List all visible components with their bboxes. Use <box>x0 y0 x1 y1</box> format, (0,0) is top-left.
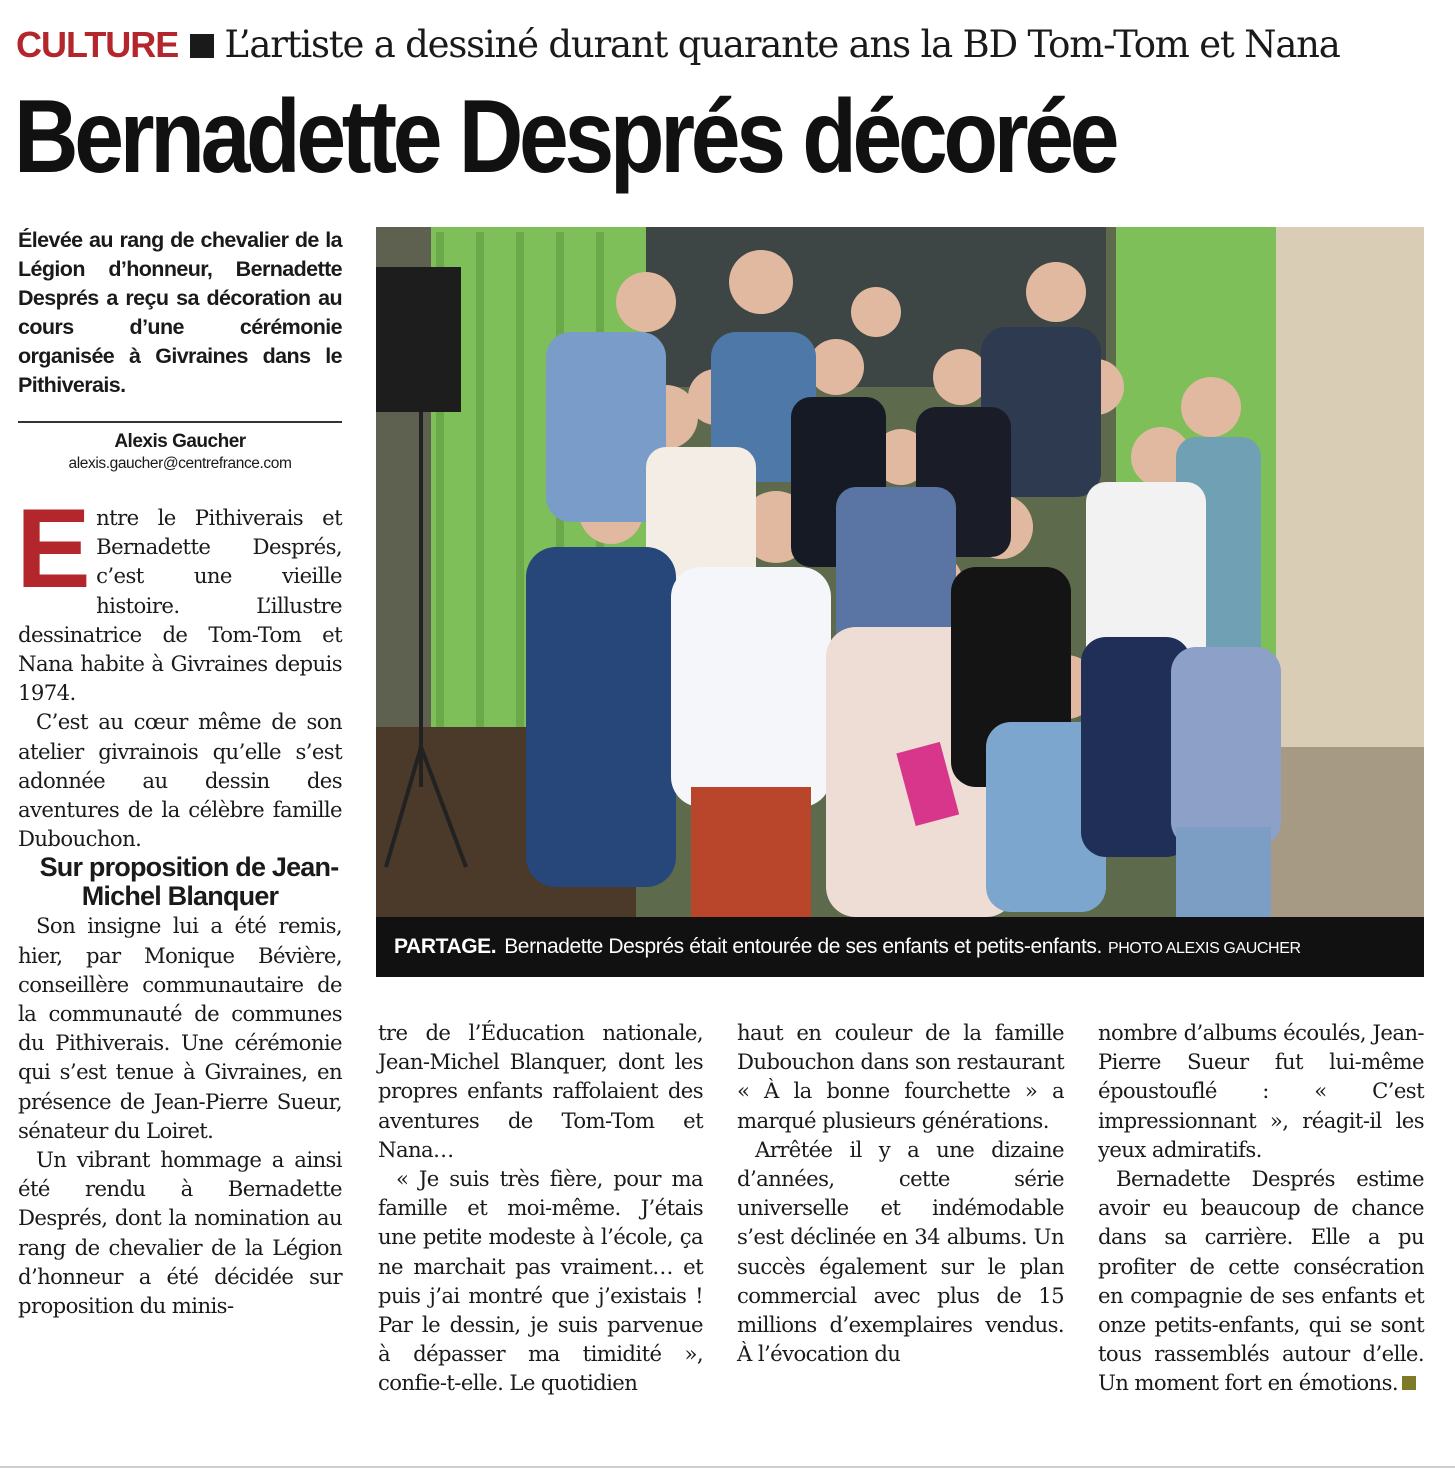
kicker-text: L’artiste a dessiné durant quarante ans la BD Tom-Tom et Nana <box>224 23 1340 66</box>
caption-text: Bernadette Després était entourée de ses enfants et petits-enfants. <box>504 935 1102 958</box>
byline <box>18 430 342 474</box>
square-bullet-icon <box>190 34 214 58</box>
article-column-3 <box>737 1018 1064 1368</box>
page-border <box>0 1466 1455 1468</box>
paragraph: « Je suis très fière, pour ma famille et moi-même. J’étais une petite modeste à l’école, ça ne marchait pas vraiment… et puis j’ai montré que j’existais ! Par le dessin, je suis parvenue à dépasser ma timidité », confie-t-elle. Le quotidien <box>378 1166 703 1396</box>
paragraph: Bernadette Després estime avoir eu beaucoup de chance dans sa carrière. Elle a pu profiter de cette consécration en compagnie de ses enfants et onze petits-enfants, qui se sont tous rassemblés autour d’elle. Un moment fort en émotions. <box>1098 1166 1424 1396</box>
page-title: Bernadette Després décorée <box>14 79 1116 195</box>
paragraph: Arrêtée il y a une dizaine d’années, cette série universelle et indémodable s’est déclinée en 34 albums. Un succès également sur le plan commercial avec plus de 15 millions d’exemplaires vendus. À l’évocation du <box>737 1136 1064 1367</box>
rubric-label: CULTURE <box>16 24 179 65</box>
photo-caption <box>376 917 1424 977</box>
author-email: alexis.gaucher@centrefrance.com <box>68 455 292 472</box>
photo-illustration <box>376 227 1424 917</box>
article-lead: Élevée au rang de chevalier de la Légion d’honneur, Bernadette Després a reçu sa décoration au cours d’une cérémonie organisée à Givraines dans le Pithiverais. <box>18 228 342 397</box>
article-column-4 <box>1098 1018 1424 1398</box>
headline-kicker <box>16 22 1436 68</box>
author-name: Alexis Gaucher <box>114 431 246 452</box>
subheading: Sur proposition de Jean-Michel Blanquer <box>39 852 339 912</box>
article-column-2 <box>378 1018 703 1398</box>
photo-credit: PHOTO ALEXIS GAUCHER <box>1107 940 1301 957</box>
paragraph: nombre d’albums écoulés, Jean-Pierre Sueur fut lui-même époustouflé : « C’est impressionnant », réagit-il les yeux admiratifs. <box>1098 1020 1424 1162</box>
drop-cap: E <box>16 486 91 611</box>
family-photo <box>376 227 1424 917</box>
paragraph: haut en couleur de la famille Dubouchon dans son restaurant « À la bonne fourchette » a marqué plusieurs générations. <box>737 1020 1064 1133</box>
caption-lead: PARTAGE. <box>394 935 497 958</box>
divider <box>18 421 342 423</box>
paragraph: Entre le Pithiverais et Bernadette Després, c’est une vieille histoire. L’illustre dessinatrice de Tom-Tom et Nana habite à Givraines depuis 1974. <box>16 486 342 706</box>
paragraph: C’est au cœur même de son atelier givrainois qu’elle s’est adonnée au dessin des aventures de la célèbre famille Dubouchon. <box>18 709 342 852</box>
paragraph: tre de l’Éducation nationale, Jean-Michel Blanquer, dont les propres enfants raffolaient des aventures de Tom-Tom et Nana… <box>378 1020 703 1162</box>
article-column-1 <box>16 486 342 1320</box>
paragraph: Un vibrant hommage a ainsi été rendu à Bernadette Després, dont la nomination au rang de chevalier de la Légion d’honneur a été décidée sur proposition du minis- <box>18 1147 342 1319</box>
end-mark-icon <box>1402 1376 1416 1390</box>
paragraph: Son insigne lui a été remis, hier, par Monique Bévière, conseillère communautaire de la communauté de communes du Pithiverais. Une cérémonie qui s’est tenue à Givraines, en présence de Jean-Pierre Sueur, sénateur du Loiret. <box>18 913 342 1143</box>
